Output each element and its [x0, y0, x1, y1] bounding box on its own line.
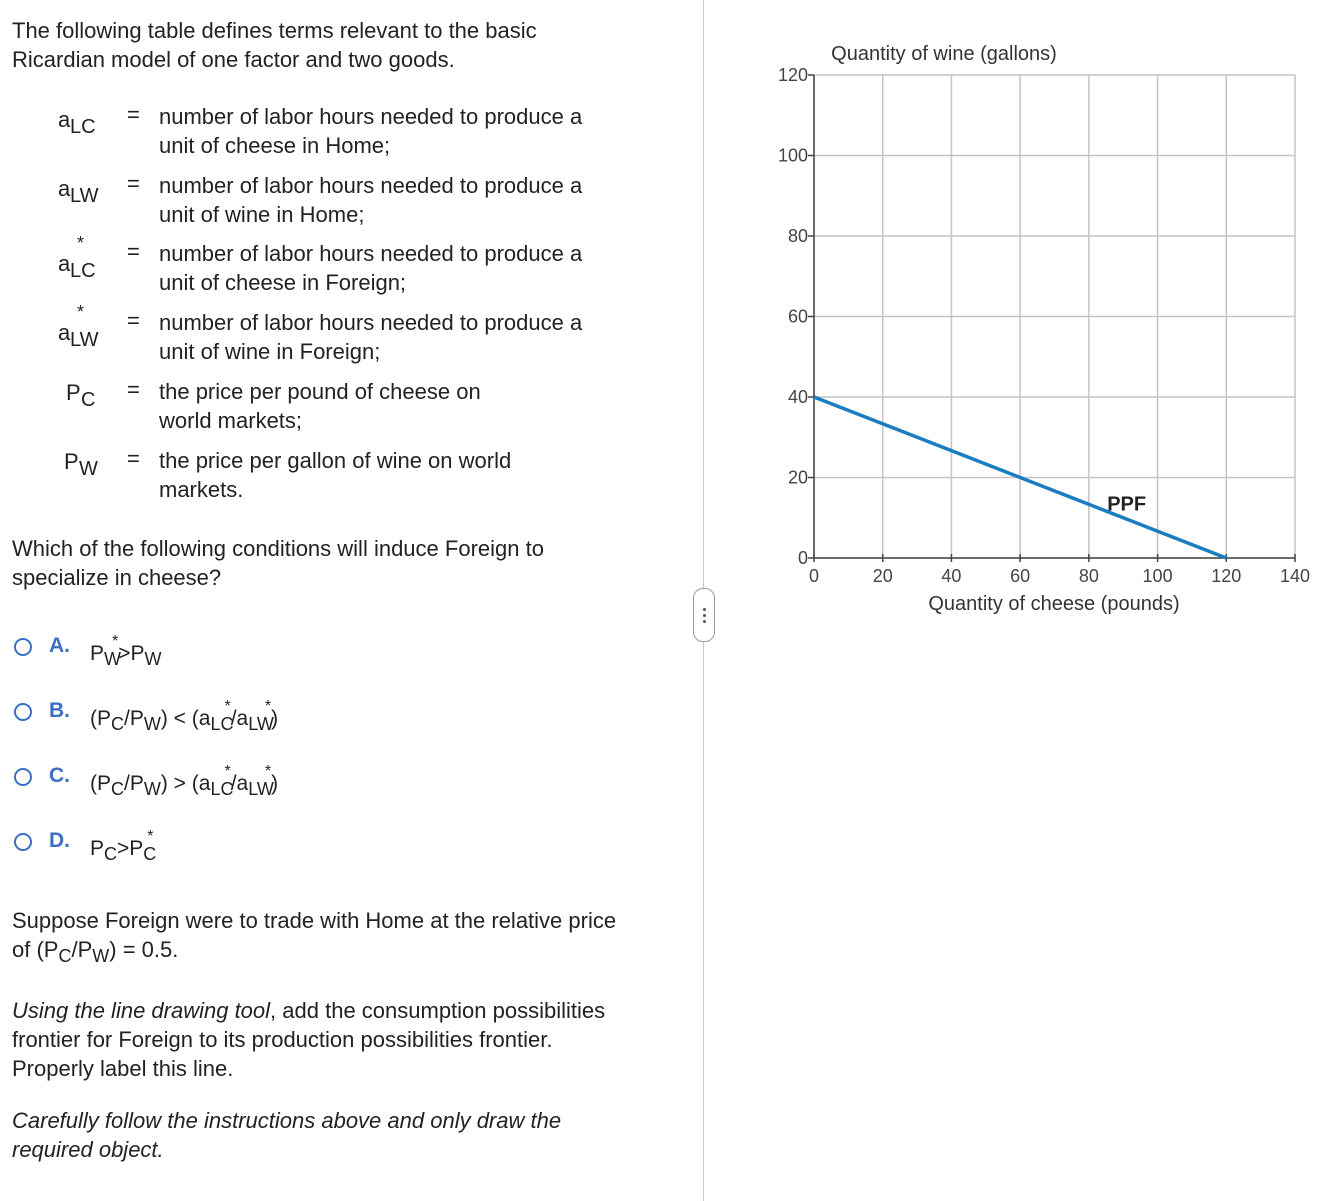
choice-expression	[90, 698, 279, 734]
expr-part: )	[271, 772, 279, 795]
expr-sub: LC	[210, 779, 234, 799]
definition-line-1: the price per pound of cheese on	[159, 379, 481, 404]
choice-a[interactable]	[14, 634, 654, 674]
definition-line-2: world markets;	[159, 408, 303, 433]
expr-star: *	[147, 828, 154, 845]
y-tick-label: 60	[787, 306, 808, 327]
expr-part: /P	[124, 772, 144, 795]
intro-line-1: The following table defines terms relevant to the basic	[12, 18, 537, 43]
y-axis-label: Quantity of wine (gallons)	[831, 43, 1057, 65]
expr-sub: W	[143, 779, 161, 799]
x-tick-label: 20	[872, 566, 893, 586]
definition-text	[159, 377, 639, 435]
y-tick-label: 100	[777, 145, 808, 166]
chart-axes	[778, 65, 1310, 586]
instructions-text	[12, 996, 605, 1083]
suppose-line-1: Suppose Foreign were to trade with Home at the relative price	[12, 908, 617, 933]
expr-part: >P	[118, 642, 145, 665]
y-tick-label: 40	[787, 387, 808, 407]
ppf-line	[814, 397, 1226, 558]
symbol-sub: LC	[70, 116, 96, 138]
definition-line-1: number of labor hours needed to produce a	[159, 310, 583, 335]
choice-letter: D.	[49, 829, 70, 852]
expr-part: /a	[230, 772, 249, 795]
x-tick-label: 80	[1078, 566, 1099, 586]
definition-row	[0, 446, 700, 506]
choice-letter: A.	[49, 634, 70, 657]
caution-line-1: Carefully follow the instructions above and only draw the	[12, 1108, 562, 1133]
expr-part: >P	[117, 837, 144, 860]
intro-line-2: Ricardian model of one factor and two goods.	[12, 47, 455, 72]
expr-sub: W	[144, 649, 162, 669]
handle-dot	[703, 608, 706, 611]
caution-line-2: required object.	[12, 1137, 164, 1162]
expr-star: *	[112, 633, 119, 650]
expr-part: (P	[90, 772, 111, 795]
symbol-sub: C	[81, 389, 96, 411]
symbol-star: *	[77, 302, 85, 322]
definition-line-2: unit of cheese in Foreign;	[159, 270, 407, 295]
definition-row	[0, 233, 700, 299]
x-tick-label: 140	[1279, 566, 1311, 586]
choice-c[interactable]	[14, 764, 654, 804]
expr-sub: W	[143, 714, 161, 734]
expr-sub: C	[111, 779, 124, 799]
radio-button[interactable]	[14, 703, 32, 721]
expr-sub: LW	[248, 779, 274, 799]
handle-dot	[703, 614, 706, 617]
symbol-sub: W	[79, 458, 98, 480]
expr-star: *	[264, 763, 272, 780]
expr-part: ) < (a	[160, 707, 211, 730]
suppose-part: ) = 0.5.	[109, 937, 179, 962]
definition-line-2: unit of wine in Foreign;	[159, 339, 381, 364]
equals-sign: =	[127, 377, 140, 402]
panel-resize-handle[interactable]	[693, 588, 715, 642]
expr-star: *	[224, 763, 231, 780]
equals-sign: =	[127, 171, 140, 196]
radio-button[interactable]	[14, 833, 32, 851]
expr-part: (P	[90, 707, 111, 730]
definition-line-2: markets.	[159, 477, 244, 502]
handle-dot	[703, 620, 706, 623]
expr-sub: LC	[210, 714, 234, 734]
symbol-base: a	[58, 251, 71, 276]
question-text	[12, 534, 544, 592]
instructions-line-3: Properly label this line.	[12, 1056, 234, 1081]
x-tick-label: 40	[941, 566, 962, 586]
expr-part: P	[90, 642, 105, 665]
suppose-part: of (P	[12, 937, 59, 962]
definition-line-2: unit of cheese in Home;	[159, 133, 391, 158]
x-tick-label: 120	[1211, 566, 1242, 586]
definition-text	[159, 239, 639, 297]
suppose-sub: C	[58, 946, 72, 966]
definition-line-1: number of labor hours needed to produce a	[159, 104, 583, 129]
equals-sign: =	[127, 308, 140, 333]
symbol-base: a	[58, 320, 71, 345]
definition-line-2: unit of wine in Home;	[159, 202, 365, 227]
symbol-base: P	[64, 449, 79, 474]
y-tick-label: 0	[797, 548, 808, 568]
definition-row	[0, 302, 700, 368]
instructions-rest: , add the consumption possibilities	[270, 998, 606, 1023]
radio-button[interactable]	[14, 768, 32, 786]
choice-letter: C.	[49, 764, 70, 787]
radio-button[interactable]	[14, 638, 32, 656]
ppf-label: PPF	[1107, 493, 1147, 516]
equals-sign: =	[127, 239, 140, 264]
definition-text	[159, 446, 639, 504]
symbol-sub: LW	[70, 185, 99, 207]
question-line-2: specialize in cheese?	[12, 565, 222, 590]
expr-part: )	[271, 707, 279, 730]
y-tick-label: 120	[777, 65, 808, 85]
expr-sub: C	[104, 844, 118, 864]
expr-sub: LW	[248, 714, 274, 734]
x-tick-label: 60	[1010, 566, 1031, 586]
choice-d[interactable]	[14, 829, 654, 869]
definition-row	[0, 171, 700, 231]
symbol-base: a	[58, 176, 71, 201]
definition-line-1: number of labor hours needed to produce a	[159, 173, 583, 198]
equals-sign: =	[127, 102, 140, 127]
instructions-italic: Using the line drawing tool	[12, 998, 271, 1023]
y-tick-label: 20	[787, 467, 808, 488]
suppose-sub: W	[92, 946, 110, 966]
y-tick-label: 80	[787, 226, 808, 246]
expr-part: ) > (a	[160, 772, 211, 795]
symbol-star: *	[77, 233, 85, 253]
suppose-part: /P	[71, 937, 93, 962]
question-line-1: Which of the following conditions will induce Foreign to	[12, 536, 544, 561]
expr-part: /a	[230, 707, 249, 730]
expr-sub: C	[143, 844, 157, 864]
x-axis-label: Quantity of cheese (pounds)	[928, 593, 1180, 615]
caution-text	[12, 1106, 561, 1164]
definition-row	[0, 102, 700, 162]
definition-line-1: number of labor hours needed to produce a	[159, 241, 583, 266]
definition-text	[159, 102, 639, 160]
expr-part: P	[90, 837, 105, 860]
choice-b[interactable]	[14, 699, 654, 739]
choice-expression	[90, 763, 279, 799]
choice-expression	[90, 633, 162, 669]
x-tick-label: 100	[1142, 566, 1173, 586]
intro-text	[12, 16, 537, 74]
definition-text	[159, 171, 639, 229]
expr-sub: W	[104, 649, 122, 669]
expr-star: *	[224, 698, 231, 715]
definition-row	[0, 377, 700, 437]
expr-sub: C	[111, 714, 124, 734]
choice-expression	[90, 828, 157, 864]
expr-star: *	[264, 698, 272, 715]
definition-text	[159, 308, 639, 366]
expr-part: /P	[124, 707, 144, 730]
symbol-base: P	[66, 380, 81, 405]
symbol-sub: LC	[70, 260, 96, 282]
x-tick-label: 0	[808, 566, 820, 586]
symbol-base: a	[58, 107, 71, 132]
suppose-text	[12, 906, 616, 966]
instructions-line-2: frontier for Foreign to its production possibilities frontier.	[12, 1027, 553, 1052]
definition-line-1: the price per gallon of wine on world	[159, 448, 512, 473]
chart-grid	[814, 75, 1295, 558]
chart-series	[814, 397, 1226, 558]
choice-letter: B.	[49, 699, 70, 722]
symbol-sub: LW	[70, 329, 99, 351]
equals-sign: =	[127, 446, 140, 471]
